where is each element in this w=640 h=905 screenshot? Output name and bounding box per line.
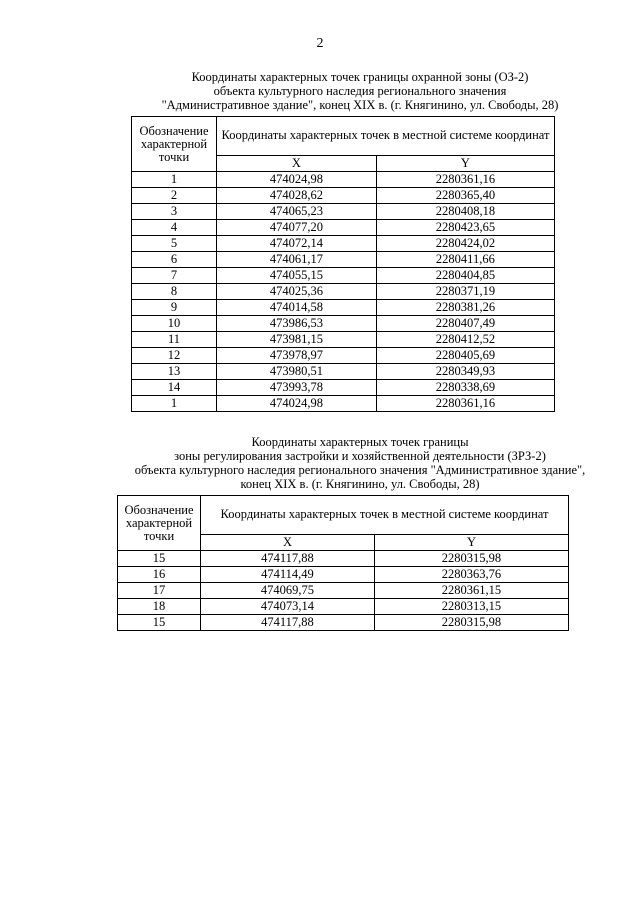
cell-y: 2280313,15 bbox=[374, 599, 568, 615]
cell-x: 474024,98 bbox=[217, 396, 377, 412]
table1-body bbox=[132, 172, 555, 412]
table-row bbox=[132, 172, 555, 188]
header-y: Y bbox=[374, 534, 568, 550]
cell-y: 2280361,16 bbox=[376, 172, 554, 188]
cell-y: 2280404,85 bbox=[376, 268, 554, 284]
cell-x: 474014,58 bbox=[217, 300, 377, 316]
table-row bbox=[132, 188, 555, 204]
table-row bbox=[132, 364, 555, 380]
cell-y: 2280424,02 bbox=[376, 236, 554, 252]
cell-x: 473986,53 bbox=[217, 316, 377, 332]
cell-point: 5 bbox=[132, 236, 217, 252]
cell-y: 2280338,69 bbox=[376, 380, 554, 396]
cell-y: 2280423,65 bbox=[376, 220, 554, 236]
cell-y: 2280405,69 bbox=[376, 348, 554, 364]
cell-point: 7 bbox=[132, 268, 217, 284]
cell-point: 11 bbox=[132, 332, 217, 348]
cell-y: 2280408,18 bbox=[376, 204, 554, 220]
cell-x: 473993,78 bbox=[217, 380, 377, 396]
cell-point: 3 bbox=[132, 204, 217, 220]
cell-y: 2280361,15 bbox=[374, 583, 568, 599]
cell-x: 474114,49 bbox=[201, 567, 375, 583]
cell-y: 2280411,66 bbox=[376, 252, 554, 268]
caption-line: объекта культурного наследия регионального значения bbox=[213, 84, 507, 98]
cell-x: 474073,14 bbox=[201, 599, 375, 615]
cell-point: 15 bbox=[118, 615, 201, 631]
cell-y: 2280315,98 bbox=[374, 615, 568, 631]
cell-x: 474055,15 bbox=[217, 268, 377, 284]
table-row bbox=[132, 204, 555, 220]
table-row bbox=[132, 396, 555, 412]
cell-point: 10 bbox=[132, 316, 217, 332]
table-row bbox=[132, 284, 555, 300]
caption-line: зоны регулирования застройки и хозяйственной деятельности (ЗРЗ-2) bbox=[174, 449, 546, 463]
table1-caption bbox=[120, 70, 600, 112]
header-x: X bbox=[217, 155, 377, 171]
cell-y: 2280315,98 bbox=[374, 551, 568, 567]
table-row bbox=[132, 332, 555, 348]
table2-caption bbox=[100, 435, 620, 491]
header-y: Y bbox=[376, 155, 554, 171]
cell-y: 2280371,19 bbox=[376, 284, 554, 300]
cell-x: 473981,15 bbox=[217, 332, 377, 348]
table2-body bbox=[118, 551, 569, 631]
cell-x: 474061,17 bbox=[217, 252, 377, 268]
cell-point: 1 bbox=[132, 396, 217, 412]
cell-point: 15 bbox=[118, 551, 201, 567]
cell-point: 17 bbox=[118, 583, 201, 599]
cell-y: 2280361,16 bbox=[376, 396, 554, 412]
page-number: 2 bbox=[316, 36, 324, 51]
table-row bbox=[132, 316, 555, 332]
caption-line: "Административное здание", конец XIX в. (г. Княгинино, ул. Свободы, 28) bbox=[161, 98, 559, 112]
cell-y: 2280381,26 bbox=[376, 300, 554, 316]
cell-y: 2280349,93 bbox=[376, 364, 554, 380]
table-row bbox=[118, 599, 569, 615]
caption-line: конец XIX в. (г. Княгинино, ул. Свободы, 28) bbox=[240, 477, 480, 491]
cell-x: 474065,23 bbox=[217, 204, 377, 220]
cell-y: 2280365,40 bbox=[376, 188, 554, 204]
cell-point: 9 bbox=[132, 300, 217, 316]
table1-coordinates bbox=[131, 116, 555, 412]
table-row bbox=[132, 380, 555, 396]
cell-x: 474072,14 bbox=[217, 236, 377, 252]
header-point-designation: Обозначение характерной точки bbox=[118, 496, 201, 551]
header-x: X bbox=[201, 534, 375, 550]
table-row bbox=[132, 220, 555, 236]
caption-line: Координаты характерных точек границы bbox=[251, 435, 469, 449]
cell-point: 2 bbox=[132, 188, 217, 204]
cell-y: 2280407,49 bbox=[376, 316, 554, 332]
cell-point: 4 bbox=[132, 220, 217, 236]
table-row bbox=[118, 551, 569, 567]
cell-point: 12 bbox=[132, 348, 217, 364]
cell-point: 16 bbox=[118, 567, 201, 583]
cell-x: 474024,98 bbox=[217, 172, 377, 188]
cell-y: 2280412,52 bbox=[376, 332, 554, 348]
cell-x: 474028,62 bbox=[217, 188, 377, 204]
cell-x: 474117,88 bbox=[201, 551, 375, 567]
cell-point: 14 bbox=[132, 380, 217, 396]
table-row bbox=[132, 236, 555, 252]
cell-x: 474069,75 bbox=[201, 583, 375, 599]
caption-line: Координаты характерных точек границы охранной зоны (ОЗ-2) bbox=[191, 70, 529, 84]
cell-x: 473978,97 bbox=[217, 348, 377, 364]
table-row bbox=[118, 615, 569, 631]
table2-coordinates bbox=[117, 495, 569, 631]
caption-line: объекта культурного наследия регионального значения "Административное здание", bbox=[134, 463, 586, 477]
header-coordinates: Координаты характерных точек в местной системе координат bbox=[201, 496, 569, 535]
cell-x: 474117,88 bbox=[201, 615, 375, 631]
header-coordinates: Координаты характерных точек в местной системе координат bbox=[217, 117, 555, 156]
cell-x: 473980,51 bbox=[217, 364, 377, 380]
table-row bbox=[132, 348, 555, 364]
header-point-designation: Обозначение характерной точки bbox=[132, 117, 217, 172]
cell-point: 18 bbox=[118, 599, 201, 615]
cell-point: 13 bbox=[132, 364, 217, 380]
table-row bbox=[118, 567, 569, 583]
cell-x: 474025,36 bbox=[217, 284, 377, 300]
cell-point: 6 bbox=[132, 252, 217, 268]
cell-point: 8 bbox=[132, 284, 217, 300]
table-row bbox=[132, 252, 555, 268]
table-row bbox=[118, 583, 569, 599]
table-row bbox=[132, 268, 555, 284]
table-row bbox=[132, 300, 555, 316]
cell-point: 1 bbox=[132, 172, 217, 188]
cell-y: 2280363,76 bbox=[374, 567, 568, 583]
cell-x: 474077,20 bbox=[217, 220, 377, 236]
